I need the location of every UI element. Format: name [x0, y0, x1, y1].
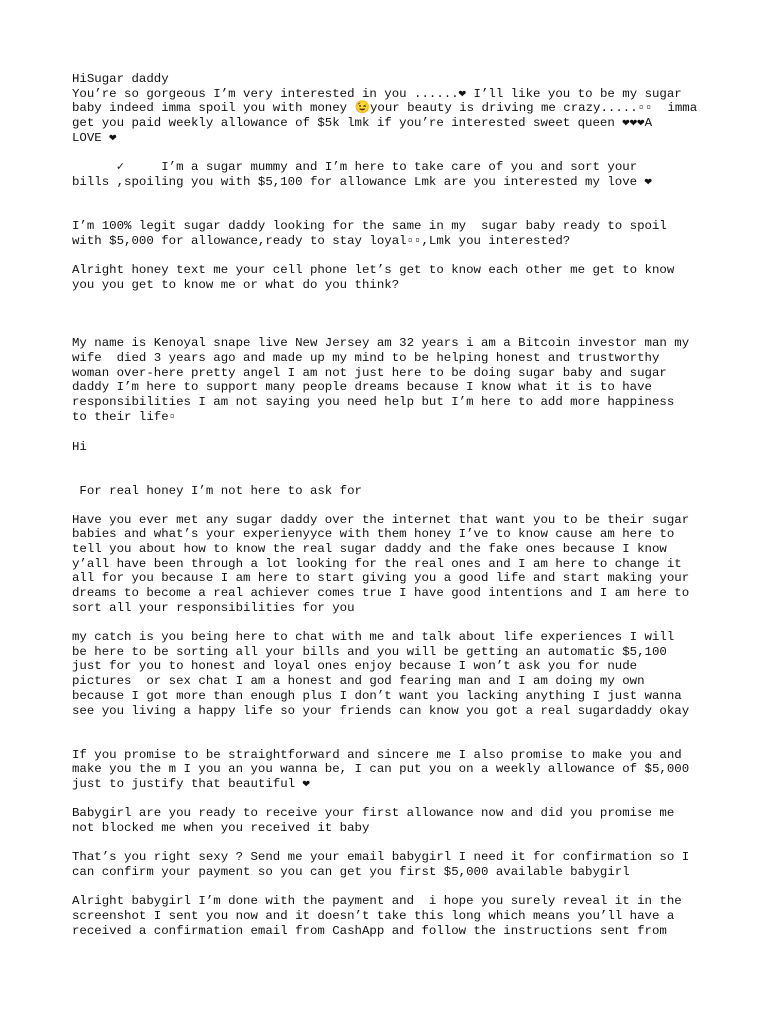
text-line: ✓ I’m a sugar mummy and I’m here to take care of you and sort your: [72, 160, 638, 174]
text-line: daddy I’m here to support many people dreams because I know what it is to have: [72, 380, 652, 394]
text-line: my catch is you being here to chat with me and talk about life experiences I will: [72, 630, 675, 644]
text-line: just to justify that beautiful ❤: [72, 777, 310, 791]
text-line: If you promise to be straightforward and sincere me I also promise to make you and: [72, 748, 682, 762]
text-line: y’all have been through a lot looking for the real ones and I am here to change it: [72, 557, 682, 571]
text-line: For real honey I’m not here to ask for: [72, 484, 362, 498]
text-line: make you the m I you an you wanna be, I can put you on a weekly allowance of $5,000: [72, 762, 690, 776]
text-line: see you living a happy life so your friends can know you got a real sugardaddy okay: [72, 704, 690, 718]
text-line: Alright honey text me your cell phone let’s get to know each other me get to know: [72, 263, 675, 277]
text-line: That’s you right sexy ? Send me your email babygirl I need it for confirmation so I: [72, 850, 690, 864]
text-line: received a confirmation email from CashApp and follow the instructions sent from: [72, 924, 667, 938]
text-line: tell you about how to know the real sugar daddy and the fake ones because I know: [72, 542, 667, 556]
text-line: Hi: [72, 440, 87, 454]
text-line: get you paid weekly allowance of $5k lmk if you’re interested sweet queen ❤❤❤A: [72, 116, 653, 130]
text-line: HiSugar daddy: [72, 72, 169, 86]
text-line: be here to be sorting all your bills and you will be getting an automatic $5,100: [72, 645, 667, 659]
text-line: Have you ever met any sugar daddy over the internet that want you to be their sugar: [72, 513, 690, 527]
text-line: dreams to become a real achiever comes true I have good intentions and I am here to: [72, 586, 690, 600]
text-line: can confirm your payment so you can get you first $5,000 available babygirl: [72, 865, 630, 879]
text-line: Alright babygirl I’m done with the payment and i hope you surely reveal it in the: [72, 894, 682, 908]
text-line: baby indeed imma spoil you with money 😉your beauty is driving me crazy.....▫▫ imma: [72, 101, 698, 115]
text-line: screenshot I sent you now and it doesn’t take this long which means you’ll have a: [72, 909, 675, 923]
text-line: to their life▫: [72, 410, 177, 424]
text-line: with $5,000 for allowance,ready to stay loyal▫▫,Lmk you interested?: [72, 234, 571, 248]
text-line: not blocked me when you received it baby: [72, 821, 370, 835]
text-line: babies and what’s your experienyyce with them honey I’ve to know cause am here to: [72, 527, 675, 541]
text-line: because I got more than enough plus I don’t want you lacking anything I just wanna: [72, 689, 682, 703]
text-line: bills ,spoiling you with $5,100 for allowance Lmk are you interested my love ❤: [72, 175, 653, 189]
text-line: all for you because I am here to start giving you a good life and start making your: [72, 571, 690, 585]
text-line: responsibilities I am not saying you need help but I’m here to add more happiness: [72, 395, 675, 409]
text-line: sort all your responsibilities for you: [72, 601, 355, 615]
text-line: LOVE ❤: [72, 131, 117, 145]
text-line: wife died 3 years ago and made up my mind to be helping honest and trustworthy: [72, 351, 660, 365]
text-line: You’re so gorgeous I’m very interested in you ......❤ I’ll like you to be my sugar: [72, 87, 682, 101]
text-line: just for you to honest and loyal ones enjoy because I won’t ask you for nude: [72, 659, 638, 673]
text-line: Babygirl are you ready to receive your first allowance now and did you promise me: [72, 806, 675, 820]
text-line: pictures or sex chat I am a honest and god fearing man and I am doing my own: [72, 674, 645, 688]
text-line: My name is Kenoyal snape live New Jersey am 32 years i am a Bitcoin investor man my: [72, 336, 690, 350]
text-line: woman over-here pretty angel I am not just here to be doing sugar baby and sugar: [72, 366, 667, 380]
text-line: you you get to know me or what do you think?: [72, 278, 400, 292]
text-line: I’m 100% legit sugar daddy looking for the same in my sugar baby ready to spoil: [72, 219, 667, 233]
